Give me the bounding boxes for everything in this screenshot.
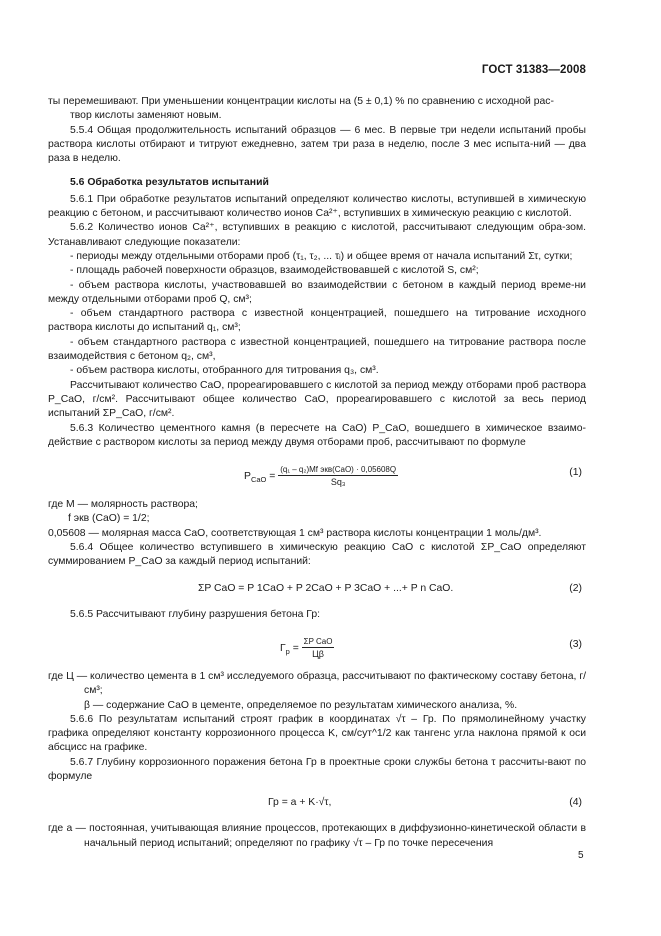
definition-M: где M — молярность раствора;: [48, 499, 198, 511]
definition-cement: где Ц — количество цемента в 1 см³ исследуемого образца, рассчитывают по фактическому составу бетона, г/см³;: [48, 670, 586, 697]
definition-molar-mass: 0,05608 — молярная масса CaO, соответствующая 1 см³ раствора кислоты концентрации 1 моль/дм³.: [48, 527, 542, 539]
paragraph-5-6-7: 5.6.7 Глубину коррозионного поражения бетона Гр в проектные сроки службы бетона τ рассчиты-вают по формуле: [48, 756, 586, 782]
formula-3-denominator: Цβ: [312, 648, 324, 659]
paragraph-5-5-4: 5.5.4 Общая продолжительность испытаний образцов — 6 мес. В первые три недели испытаний пробы раствора кислоты отбирают и титруют ежедневно, затем три раза в неделю, после 3 мес испыта-ний — два раза в неделю.: [48, 124, 586, 165]
list-item-q2: - объем стандартного раствора с известной концентрацией, пошедшего на титрование раствора после взаимодействия с бетоном q₂, см³,: [48, 336, 586, 363]
formula-4-number: (4): [569, 797, 582, 809]
paragraph-continuation: ты перемешивают. При уменьшении концентрации кислоты на (5 ± 0,1) % по сравнению с исходной рас- твор кислоты заменяют новым.: [48, 96, 554, 122]
document-body: [48, 95, 586, 851]
paragraph-5-6-6: 5.6.6 По результатам испытаний строят график в координатах √τ – Гр. По прямолинейному участку графика определяют константу коррозионного процесса K, см/сут^1/2 как тангенс угла наклона прямой к оси абсцисс на графике.: [48, 713, 586, 754]
formula-2: ΣP CaO = P 1CaO + P 2CaO + P 3CaO + ...+ P n CaO. (2): [48, 580, 586, 602]
paragraph-5-6-3: 5.6.3 Количество цементного камня (в пересчете на CaO) P_CaO, вошедшего в химическое взаимо-действие с раствором кислоты за период между двумя отборами проб, рассчитывают по формуле: [48, 422, 586, 448]
page-number: 5: [578, 850, 584, 861]
definition-beta: β — содержание CaO в цементе, определяемое по результатам химического анализа, %.: [84, 699, 518, 711]
formula-3: $Г_р$ = $\frac{\text{ΣP CaO}}{Ц\beta}$ (3): [280, 636, 582, 659]
formula-3-numerator: ΣP CaO: [303, 636, 333, 646]
document-header: ГОСТ 31383—2008: [481, 64, 586, 76]
formula-1-numerator: (q₁ – q₂)Mf экв(CaO) · 0,05608Q: [280, 465, 397, 475]
list-item-q3: - объем раствора кислоты, отобранного для титрования q₃, см³.: [70, 365, 379, 377]
formula-1: $P_{CaO}$ = $\frac{\text{(q₁ – q₂)Mf экв(CaO) · 0,05608Q}}{\text{Sq₃}}$ (1): [244, 465, 582, 488]
formula-1-number: (1): [569, 467, 582, 479]
paragraph-5-6-5: 5.6.5 Рассчитывают глубину разрушения бетона Гр:: [70, 608, 321, 620]
paragraph-5-6-1: 5.6.1 При обработке результатов испытаний определяют количество кислоты, вступившей в химическую реакцию с бетоном, и рассчитывают количество ионов Ca²⁺, вступивших в химическую реакцию с кислотой.: [48, 193, 586, 220]
formula-3-number: (3): [569, 638, 582, 650]
list-item-periods: - периоды между отдельными отборами проб (τ₁, τ₂, ... τᵢ) и общее время от начала испытаний Στ, сутки;: [70, 250, 573, 262]
formula-2-number: (2): [569, 582, 582, 594]
list-item-q1: - объем стандартного раствора с известной концентрацией, пошедшего на титрование исходного раствора кислоты до испытаний q₁, см³;: [48, 308, 586, 334]
list-item-area: - площадь рабочей поверхности образцов, взаимодействовавшей с кислотой S, см²;: [70, 265, 479, 277]
list-item-acid-volume: - объем раствора кислоты, участвовавшей во взаимодействии с бетоном в каждый период време-ни между отдельными отборами проб Q, см³;: [48, 279, 586, 305]
definition-f: f экв (CaO) = 1/2;: [68, 513, 150, 525]
formula-1-denominator: Sq₃: [330, 477, 346, 488]
definition-a: где a — постоянная, учитывающая влияние процессов, протекающих в диффузионно-кинетической области в начальный период испытаний; определяют по графику √τ – Гр по точке пересечения: [48, 823, 586, 849]
paragraph-calc: Рассчитывают количество CaO, прореагировавшего с кислотой за период между отборами проб раствора P_CaO, г/см². Рассчитывают общее количество CaO, прореагировавшего с кислотой за весь период испытаний ΣP_CaO, г/см².: [48, 379, 586, 420]
paragraph-5-6-4: 5.6.4 Общее количество вступившего в химическую реакцию CaO с кислотой ΣP_CaO определяют суммированием P_CaO за каждый период испытаний:: [48, 542, 586, 568]
section-heading-5-6: 5.6 Обработка результатов испытаний: [70, 177, 269, 189]
paragraph-5-6-2: 5.6.2 Количество ионов Ca²⁺, вступивших в реакцию с кислотой, рассчитывают следующим обра-зом. Устанавливают следующие показатели:: [48, 222, 586, 248]
formula-4: Гр = a + K·√τ, (4): [48, 794, 586, 816]
